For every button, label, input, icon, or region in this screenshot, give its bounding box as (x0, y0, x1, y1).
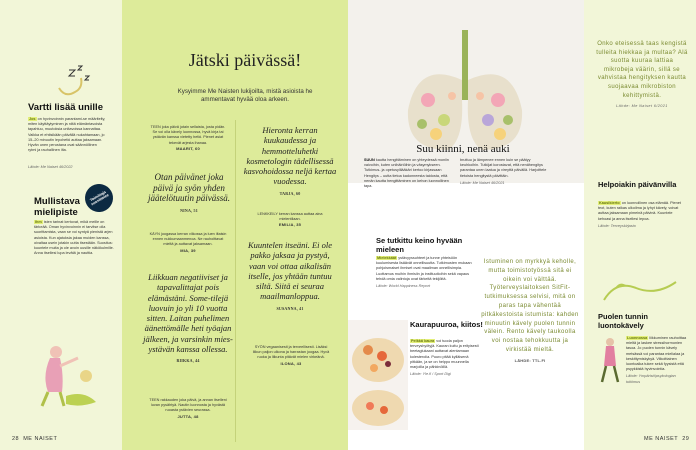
para-puolen: Luonnossa liikkuminen rauhoittaa mieltä ja laskee stressihormonien tasoa. Jo puolen tunnin kävely metsässä voi parantaa mielialaa ja keskittymiskykyä. Viikoittainen luontoaika tukee sekä fyysistä että psyykkistä hyvinvointia. Lähde: Ympäristöpsykologian tutkimus (626, 336, 687, 384)
para-sutkittu: Mielekkäät ystävyyssuhteet ja tunne yhteisöön kuulumisesta lisäävät onnellisuutta. Tutkimusten mukaan pohjoismaiset ihmiset ovat maailman onnellisimpia. Luottamus muihin ihmisiin ja instituutioihin sekä vapaus tehdä omia valintoja ovat tärkeitä tekijöitä. Lähde: World Happiness Report (376, 256, 472, 289)
para-suu-2: bruttuu ja lämpenee ennen kuin se päätyy keuhkoihin. Tutkijat korostavat, että nenähengitys parantaa unen laatua ja vireyttä päivällä. Harjoittele tietoista hengitystä päivittäin. Lähde: Me Naiset 46/2021 (460, 158, 547, 185)
quote-big4: Kuuntelen itseäni. Ei ole pakko jaksaa ja pystyä, vaan voi ottaa aikalisän itselle, jos yhtään tuntuu siltä. Siitä ei seuraa maailmanloppua. SUSANNA, 41 (247, 240, 333, 311)
quote-q1: TEEN joka päivä jotain sellaista, josta pidän. Se voi olla kävely luonnossa, hyvä kirja tai ystävän kanssa vietetty hetki. Pienet asiat tekevät arjesta ihanaa. MAARIT, 60 (150, 125, 226, 151)
quote-q2: KÄYN joogassa kerran viikossa ja luen iltaisin ennen nukkumaanmenoa. Ne rauhoittavat mieltä ja auttavat jaksamaan. MIA, 39 (149, 232, 227, 253)
center-title: Jätski päivässä! (188, 50, 302, 70)
footer-right: ME NAISET 29 (644, 436, 690, 442)
heading-kauras: Kaurapuuroa, kiitos! (410, 320, 483, 329)
lungs-illustration (348, 0, 584, 183)
para-mullistava: Ihm isten tarinat kertovat, mikä meille on tärkeää. Oman hyvinvoinnin ei tarvitse olla suorittamista, vaan se voi syntyä pienistä arjen asioista. Kun ajatuksia jakaa muiden kanssa, oivaltaa usein jotakin uutta itsestään. Suositus: kuuntele muita ja ole avoin uusille näkökulmille. Anna itsellesi lupa levätä ja nauttia. (34, 220, 114, 256)
heading-puolen: Puolen tunnin luontokävely (598, 312, 648, 330)
quote-sitfit: Istuminen on myrkkyä keholle, mutta toimistotyössä sitä ei oikein voi välttää. Työterveyslaitoksen SitFit-tutkimuksessa selvisi, mitä on paras tapa vähentää pitkäkestoista istumista: kahden minuutin kävely puolen tunnin välein. Rento kävely taukoolla voi nostaa tehokkuutta ja virkistää mieltä. LÄHDE: TTL.FI (481, 259, 579, 363)
quote-big3: Hieronta kerran kuukaudessa ja hemmotteluhetki kosmetologin tädellisessä kasvohoidossa neljä kertaa vuodessa. TARJA, 60 (243, 125, 337, 196)
sleep-illustration (55, 64, 95, 100)
para-vartti: Jos on hyvinvoinnin parantami-se määritelty, miten käyttäytyminen ja niitä elämäntavoista tapahtuu, muutoksia unitavoissa kannattaa. Vaikka et ehtisikään päivällä nukahtamaan, jo 15–20 minuutin lepohetki auttaa jaksamaan. Hyvän unen perustana ovat säännöllinen rytmi ja rauhallinen ilta. (28, 117, 106, 153)
para-kauras: Pelkkä kaura voi tuoda paljon terveyshyötyjä. Kauran kuitu ja erityisesti beetaglukaani auttavat alentamaan kolesterolia. Puuro pitää kylläisenä pitkään, ja se on helppo muunnella marjoilla ja pähkinöillä. Lähde: Yle.fi / Sport Digi (410, 339, 479, 377)
heading-vartti: Vartti lisää unille (28, 102, 103, 113)
quote-q5: SYÖN vegaanisesti ja terveellisesti. Lisäksi liikun paljon ulkona ja harrastan joogaa. Hyvä ruoka ja liikunta pitävät mielen virkeänä. ILONA, 43 (252, 345, 330, 366)
plant-illustration (596, 276, 686, 302)
para-suu-1: SUUN kautta hengittäminen on yhteydessä moniin vaivoihin, kuten unihäiriöihin ja väsymykseen. Tutkimus- ja opetusylilääkäri kertoo kirjassaan Hengitys – uutta tietoa kadonneesta taidosta, että nenän kautta hengittäminen on kehon luonnollinen tapa. (364, 158, 449, 189)
quote-big1: Otan päivänet joka päivä ja syön yhden jäätelötuutin päivässä. NINA, 51 (148, 172, 230, 213)
heading-sutkittu: Se tutkittu keino hyvään mieleen (376, 236, 463, 254)
heading-suu: Suu kiinni, nenä auki (416, 143, 510, 155)
quote-q4: LENKKEILY kerran kanssa auttaa aina mielentilaan. EMILIA, 35 (257, 212, 323, 228)
person-illustration (26, 336, 106, 416)
quote-hiekka: Onko eteisessä taas kengistä tulleita hiekkaa ja multaa? Alä suotta kuuraa lattiaa mikrobeja väärin, sillä se vahvistaa hengityksen kautta suojaavaa mikrobiston kehittymistä. Lähde: Me Naiset 6/2021 (596, 41, 688, 109)
highlight-mullistava: Ihm (35, 220, 42, 224)
quote-q3: TEEN rakkauden joka päivä, ja annan itselleni luvan pysähtyä. Nautin luonnosta ja hyvästä ruoasta ystävien seurassa. JUTTA, 48 (149, 398, 227, 419)
recommend-badge: Toimittaja suosittelee (80, 179, 118, 217)
footer-left: 28 ME NAISET (12, 436, 58, 442)
center-divider (235, 120, 236, 442)
heading-mullistava: Mullistava mielipiste (34, 196, 80, 218)
highlight-vartti: Jos (29, 117, 36, 121)
para-helpoiakin: Kausikierto on luonnollinen osa elämää. Pienet teot, kuten raikas ulkoilma ja lyhyt kävely, voivat auttaa jaksamaan pimeinä päivinä. Kuuntele kehoasi ja anna itsellesi lepoa. Lähde: Terveyskirjasto (598, 201, 681, 228)
lungs-photo (348, 0, 584, 183)
walker-illustration (598, 336, 624, 386)
heading-helpoiakin: Helpoiakin päivänvilla (598, 180, 677, 189)
quote-big2: Liikkuan negatiiviset ja tapavalittajat pois elämästäni. Some-tilejä luovuin jo yli 10 vuotta sitten. Laitan puhelimen äänettömälle heti työajan jälkeen, ja varsinkin mies-ystävän kanssa ollessa. RIIKKA, 44 (143, 272, 233, 364)
center-intro: Kysyimme Me Naisten lukijoilta, mistä asioista he ammentavat hyvää oloa arkeen. (177, 88, 313, 103)
porridge-photo (348, 320, 408, 430)
source-vartti: Lähde: Me Naiset 46/2022 (28, 165, 73, 169)
